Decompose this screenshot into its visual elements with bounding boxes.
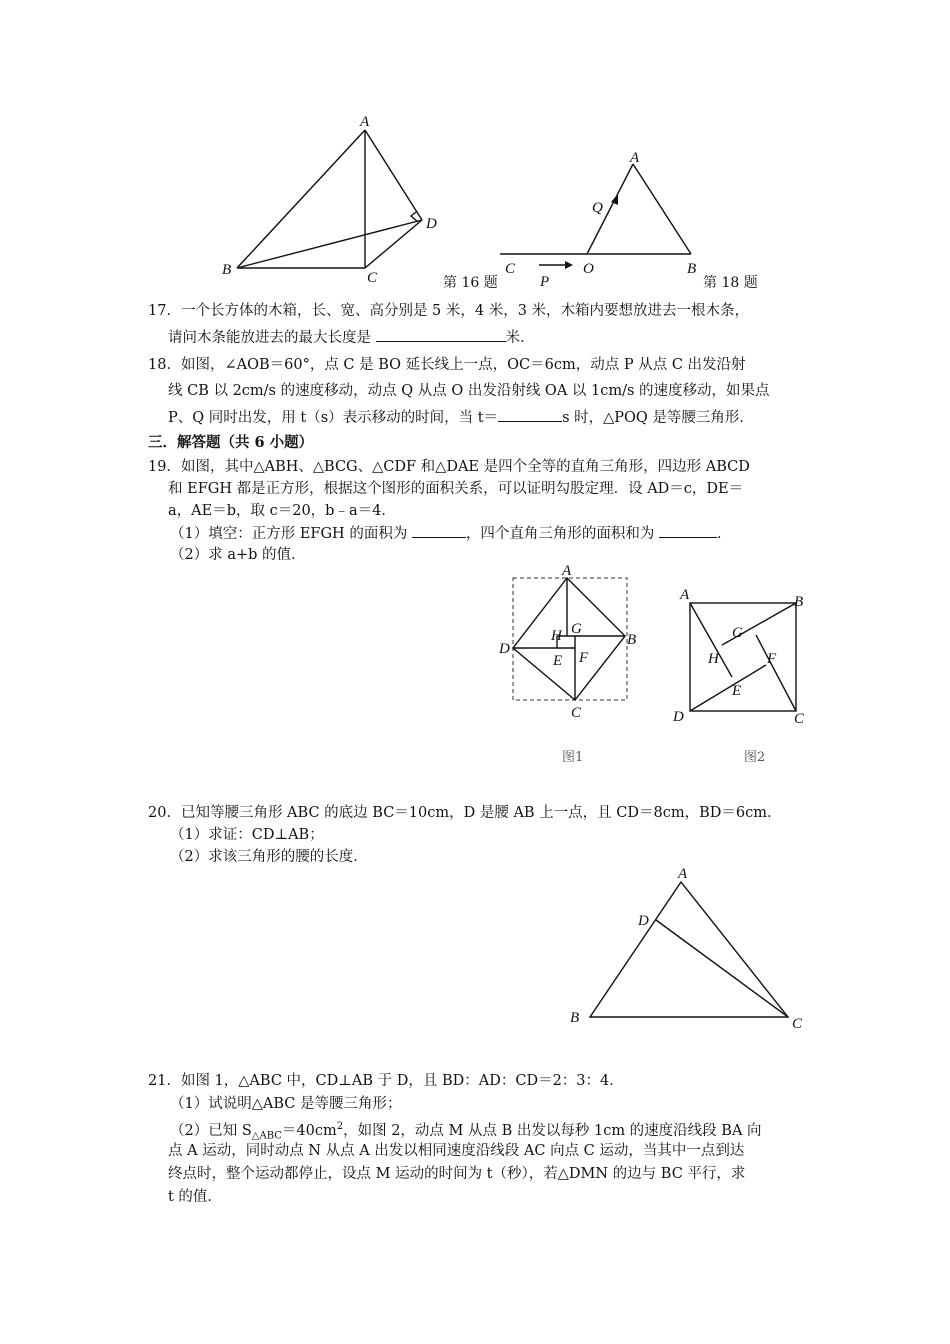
label-d: D: [426, 216, 437, 232]
label-a: A: [562, 563, 572, 579]
q18-answer-blank[interactable]: [498, 406, 562, 422]
q18-text: P、Q 同时出发，用 t（s）表示移动的时间，当 t＝: [168, 410, 499, 426]
q17-unit: 米．: [505, 330, 535, 346]
figure-19-2: [668, 585, 818, 730]
arrow-q-head: [611, 194, 618, 205]
q18-text-end: s 时，△POQ 是等腰三角形．: [562, 410, 754, 426]
q21-line5: t 的值．: [168, 1189, 222, 1205]
q17-line1: 17．一个长方体的木箱，长、宽、高分别是 5 米，4 米，3 米，木箱内要想放进去一根木条，: [148, 303, 750, 319]
q20-line1: 20．已知等腰三角形 ABC 的底边 BC＝10cm，D 是腰 AB 上一点，且 CD＝8cm，BD＝6cm．: [148, 805, 782, 821]
q19-part1-mid: ，四个直角三角形的面积和为: [465, 526, 655, 542]
label-a: A: [678, 866, 688, 882]
label-h: H: [708, 651, 719, 667]
q17-line2: [168, 326, 838, 349]
q21-part2-text: （2）已知 S: [170, 1122, 252, 1139]
segment-df: [690, 665, 766, 711]
label-e: E: [553, 653, 563, 669]
square-abcd: [513, 578, 625, 700]
q20-part2: （2）求该三角形的腰的长度．: [170, 849, 368, 865]
label-c: C: [367, 270, 378, 286]
right-angle-mark: [411, 212, 418, 222]
q19-part1-end: ．: [717, 526, 732, 542]
q21-superscript: 2: [336, 1121, 344, 1132]
q17-text: 请问木条能放进去的最大长度是: [168, 330, 371, 346]
q18-line2: 线 CB 以 2cm/s 的速度移动，动点 Q 从点 O 出发沿射线 OA 以 1cm/s 的速度移动，如果点: [168, 383, 770, 399]
q21-line1: 21．如图 1，△ABC 中，CD⊥AB 于 D，且 BD：AD：CD＝2：3：4．: [148, 1073, 624, 1089]
label-a: A: [630, 150, 640, 166]
label-a: A: [680, 587, 690, 603]
q21-part2-rest: ，如图 2，动点 M 从点 B 出发以每秒 1cm 的速度沿线段 BA 向: [343, 1122, 762, 1139]
q19-part1: [170, 522, 840, 545]
label-c: C: [792, 1016, 803, 1032]
q19-line2: 和 EFGH 都是正方形，根据这个图形的面积关系，可以证明勾股定理．设 AD＝c，DE＝: [168, 481, 744, 497]
q20-part1: （1）求证：CD⊥AB；: [170, 827, 324, 843]
label-f: F: [579, 650, 589, 666]
figure-19-1-caption: 图1: [562, 750, 584, 765]
label-a: A: [360, 114, 370, 130]
figure-16: [210, 108, 450, 286]
section-heading: 三．解答题（共 6 小题）: [148, 434, 314, 451]
figure-18-caption: 第 18 题: [703, 275, 758, 291]
segment-ad: [365, 130, 422, 220]
q19-part1-text: （1）填空：正方形 EFGH 的面积为: [170, 526, 408, 542]
q21-line3: 点 A 运动，同时动点 N 从点 A 出发以相同速度沿线段 AC 向点 C 运动，当其中一点到达: [168, 1143, 745, 1159]
q19-line3: a，AE＝b，取 c＝20，b﹣a＝4．: [168, 503, 396, 519]
label-d: D: [638, 913, 649, 929]
q19-blank-area[interactable]: [412, 522, 466, 538]
triangle-abc: [590, 882, 788, 1017]
label-b: B: [687, 261, 697, 277]
figure-20: [560, 862, 815, 1034]
q21-part1: （1）试说明△ABC 是等腰三角形；: [170, 1096, 402, 1112]
label-e: E: [732, 683, 742, 699]
segment-cg: [756, 635, 796, 711]
figure-16-caption: 第 16 题: [443, 275, 498, 291]
label-d: D: [499, 641, 510, 657]
figure-19-2-caption: 图2: [744, 750, 766, 765]
figure-18: [495, 150, 705, 290]
q21-subscript: △ABC: [251, 1130, 282, 1142]
label-h: H: [551, 628, 562, 644]
figure-19-1: [495, 560, 640, 725]
label-c: C: [505, 261, 516, 277]
label-g: G: [732, 625, 743, 641]
arrow-p-head: [565, 261, 573, 269]
label-b: B: [570, 1010, 580, 1026]
q17-answer-blank[interactable]: [376, 326, 506, 342]
label-c: C: [794, 711, 805, 727]
q19-part2: （2）求 a+b 的值．: [170, 547, 306, 563]
q18-line3: [168, 406, 838, 429]
label-c: C: [571, 705, 582, 721]
label-f: F: [767, 651, 777, 667]
label-o: O: [583, 261, 594, 277]
label-p: P: [540, 274, 550, 290]
label-b: B: [627, 632, 637, 648]
label-b: B: [794, 594, 804, 610]
q21-area: ＝40cm: [281, 1122, 337, 1139]
label-g: G: [571, 621, 582, 637]
q19-blank-sum[interactable]: [659, 522, 717, 538]
square-abcd: [690, 603, 796, 711]
dashed-outer-square: [513, 578, 627, 700]
segment-ab: [237, 130, 365, 268]
label-b: B: [222, 262, 232, 278]
q21-line4: 终点时，整个运动都停止，设点 M 运动的时间为 t（秒），若△DMN 的边与 BC 平行，求: [168, 1166, 746, 1182]
q19-line1: 19．如图，其中△ABH、△BCG、△CDF 和△DAE 是四个全等的直角三角形，四边形 ABCD: [148, 459, 750, 475]
label-d: D: [673, 709, 684, 725]
segment-ab: [633, 164, 691, 254]
label-q: Q: [592, 200, 603, 216]
q18-line1: 18．如图，∠AOB＝60°，点 C 是 BO 延长线上一点，OC＝6cm，动点 P 从点 C 出发沿射: [148, 357, 746, 373]
